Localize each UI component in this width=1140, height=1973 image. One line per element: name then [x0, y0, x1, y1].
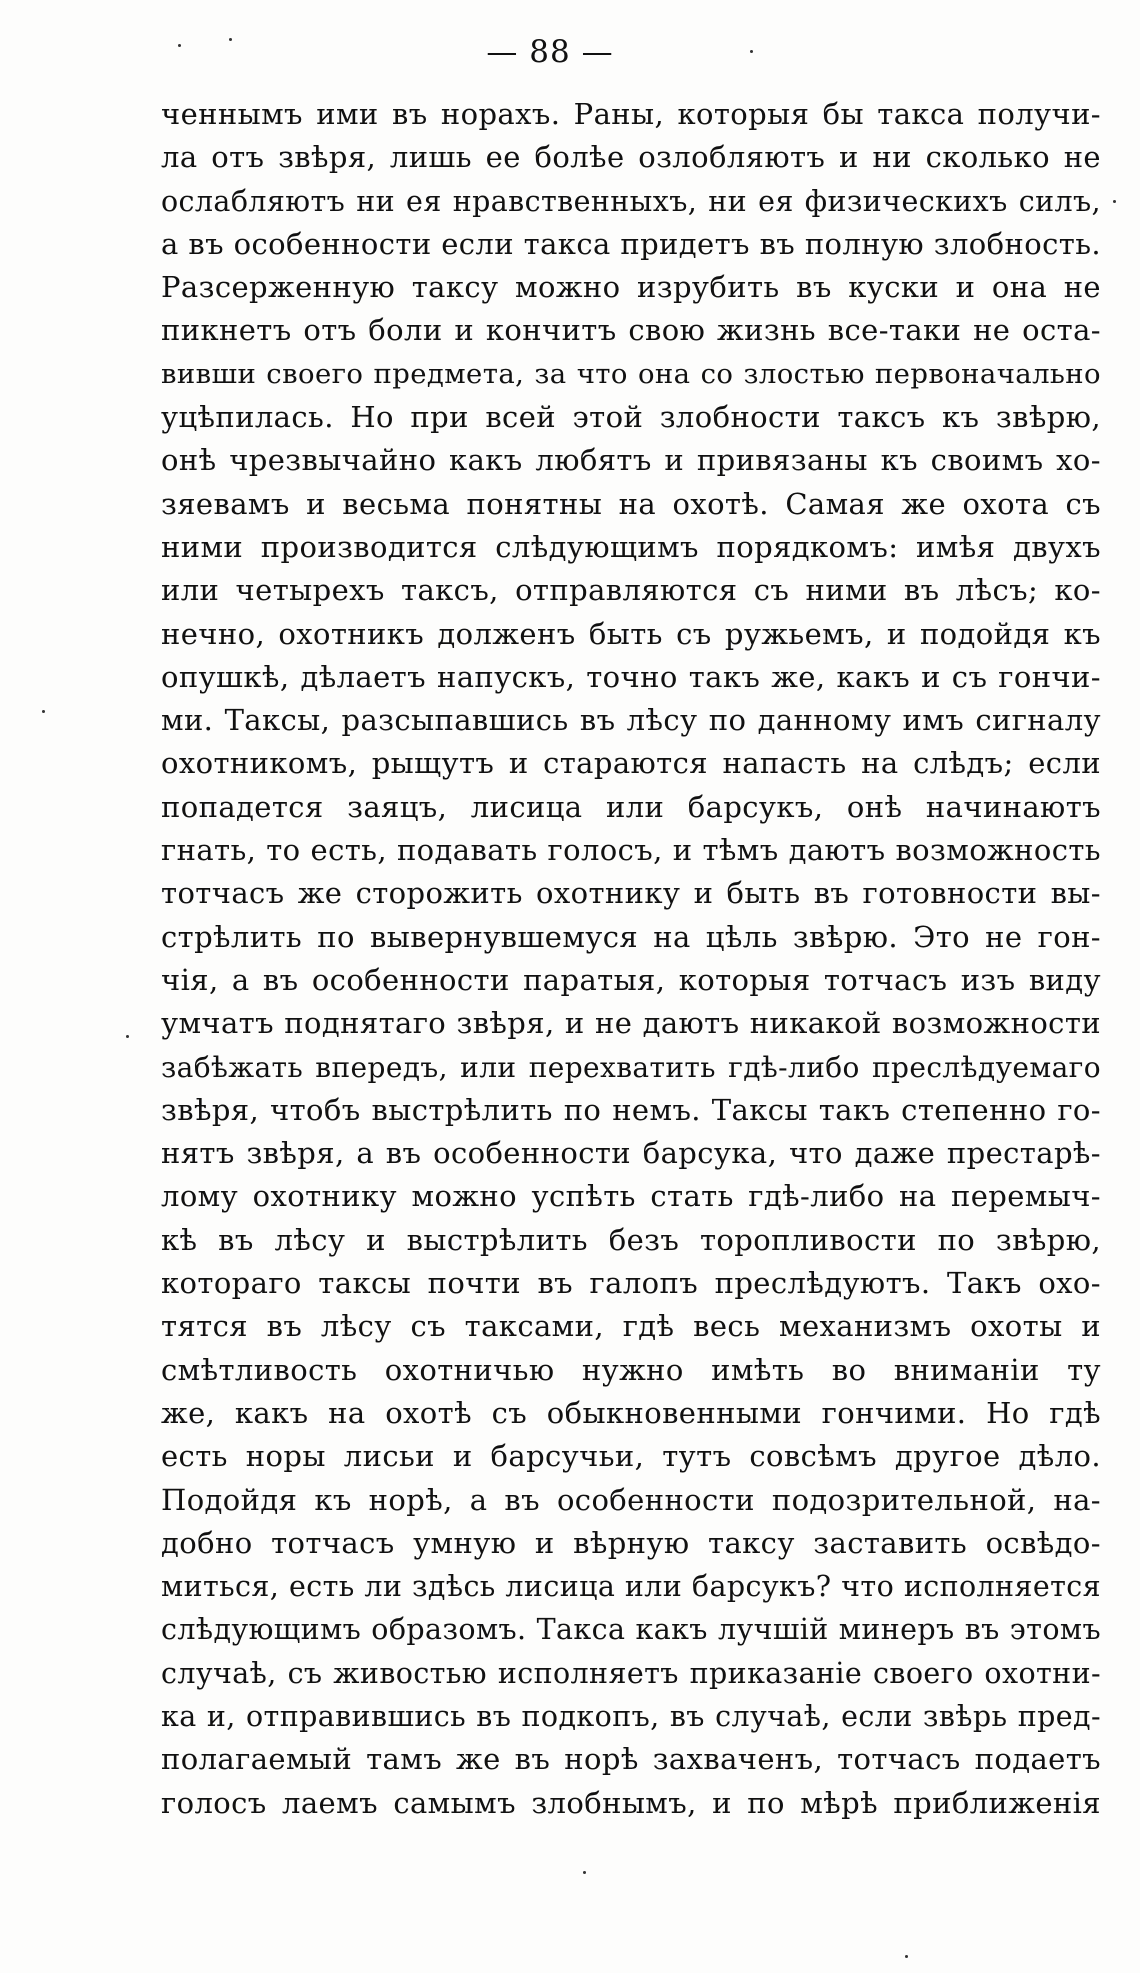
text-line: котораго таксы почти въ галопъ преслѣдуютъ. Такъ охо- [161, 1266, 1101, 1301]
print-speck [178, 44, 181, 47]
text-line: уцѣпилась. Но при всей этой злобности таксъ къ звѣрю, [161, 400, 1101, 435]
print-speck [126, 1035, 129, 1038]
print-speck [583, 1871, 586, 1874]
text-line: же, какъ на охотѣ съ обыкновенными гончими. Но гдѣ [161, 1395, 1101, 1430]
text-line: полагаемый тамъ же въ норѣ захваченъ, тотчасъ подаетъ [161, 1742, 1101, 1777]
print-speck [905, 1955, 908, 1958]
print-speck [750, 50, 753, 53]
text-line: Подойдя къ норѣ, а въ особенности подозрительной, на- [161, 1482, 1101, 1517]
text-line: забѣжать впередъ, или перехватить гдѣ-либо преслѣдуемаго [161, 1050, 1101, 1084]
text-line: ними производится слѣдующимъ порядкомъ: имѣя двухъ [161, 529, 1101, 564]
text-line: случаѣ, съ живостью исполняетъ приказаніе своего охотни- [161, 1656, 1101, 1690]
body-text [161, 93, 1101, 1825]
text-line: звѣря, чтобъ выстрѣлить по немъ. Таксы такъ степенно го- [161, 1092, 1101, 1127]
text-line: онѣ чрезвычайно какъ любятъ и привязаны къ своимъ хо- [161, 443, 1101, 478]
text-line: есть норы лисьи и барсучьи, тутъ совсѣмъ другое дѣло. [161, 1439, 1101, 1474]
text-line: или четырехъ таксъ, отправляются съ ними въ лѣсъ; ко- [161, 573, 1101, 608]
text-line: ослабляютъ ни ея нравственныхъ, ни ея физическихъ силъ, [161, 184, 1101, 218]
text-line: ла отъ звѣря, лишь ее болѣе озлобляютъ и ни сколько не [161, 140, 1101, 175]
text-line: а въ особенности если такса придетъ въ полную злобность. [161, 226, 1101, 261]
text-line: нятъ звѣря, а въ особенности барсука, что даже престарѣ- [161, 1136, 1101, 1171]
text-line: тотчасъ же сторожить охотнику и быть въ готовности вы- [161, 876, 1101, 911]
text-line: вивши своего предмета, за что она со злостью первоначально [161, 357, 1101, 390]
text-line: попадется заяцъ, лисица или барсукъ, онѣ начинаютъ [161, 789, 1101, 824]
text-line: Разсерженную таксу можно изрубить въ куски и она не [161, 270, 1101, 305]
print-speck [42, 710, 45, 713]
text-line: ми. Таксы, разсыпавшись въ лѣсу по данному имъ сигналу [161, 703, 1101, 738]
text-line: пикнетъ отъ боли и кончитъ свою жизнь все-таки не оста- [161, 313, 1101, 348]
text-line: лому охотнику можно успѣть стать гдѣ-либо на перемыч- [161, 1179, 1101, 1214]
text-line: ка и, отправившись въ подкопъ, въ случаѣ, если звѣрь пред- [161, 1699, 1101, 1733]
text-line: охотникомъ, рыщутъ и стараются напасть на слѣдъ; если [161, 746, 1101, 781]
text-line: стрѣлить по вывернувшемуся на цѣль звѣрю. Это не гон- [161, 919, 1101, 954]
text-line: умчатъ поднятаго звѣря, и не даютъ никакой возможности [161, 1006, 1101, 1041]
print-speck [1113, 200, 1116, 203]
text-line: миться, есть ли здѣсь лисица или барсукъ? что исполняется [161, 1570, 1101, 1604]
text-line: голосъ лаемъ самымъ злобнымъ, и по мѣрѣ приближенія [161, 1785, 1101, 1820]
text-line: гнать, то есть, подавать голосъ, и тѣмъ даютъ возможность [161, 833, 1101, 868]
text-line: добно тотчасъ умную и вѣрную таксу заставить освѣдо- [161, 1525, 1101, 1560]
text-line: опушкѣ, дѣлаетъ напускъ, точно такъ же, какъ и съ гончи- [161, 659, 1101, 694]
print-speck [229, 38, 232, 41]
text-line: ченнымъ ими въ норахъ. Раны, которыя бы такса получи- [161, 97, 1101, 131]
text-line: слѣдующимъ образомъ. Такса какъ лучшій минеръ въ этомъ [161, 1613, 1101, 1647]
text-line: смѣтливость охотничью нужно имѣть во вниманіи ту [161, 1352, 1101, 1387]
text-line: тятся въ лѣсу съ таксами, гдѣ весь механизмъ охоты и [161, 1309, 1101, 1344]
text-line: нечно, охотникъ долженъ быть съ ружьемъ, и подойдя къ [161, 616, 1101, 651]
text-line: кѣ въ лѣсу и выстрѣлить безъ торопливости по звѣрю, [161, 1222, 1101, 1257]
text-line: зяевамъ и весьма понятны на охотѣ. Самая же охота съ [161, 486, 1101, 521]
page-number: — 88 — [486, 34, 614, 70]
text-line: чія, а въ особенности паратыя, которыя тотчасъ изъ виду [161, 962, 1101, 997]
